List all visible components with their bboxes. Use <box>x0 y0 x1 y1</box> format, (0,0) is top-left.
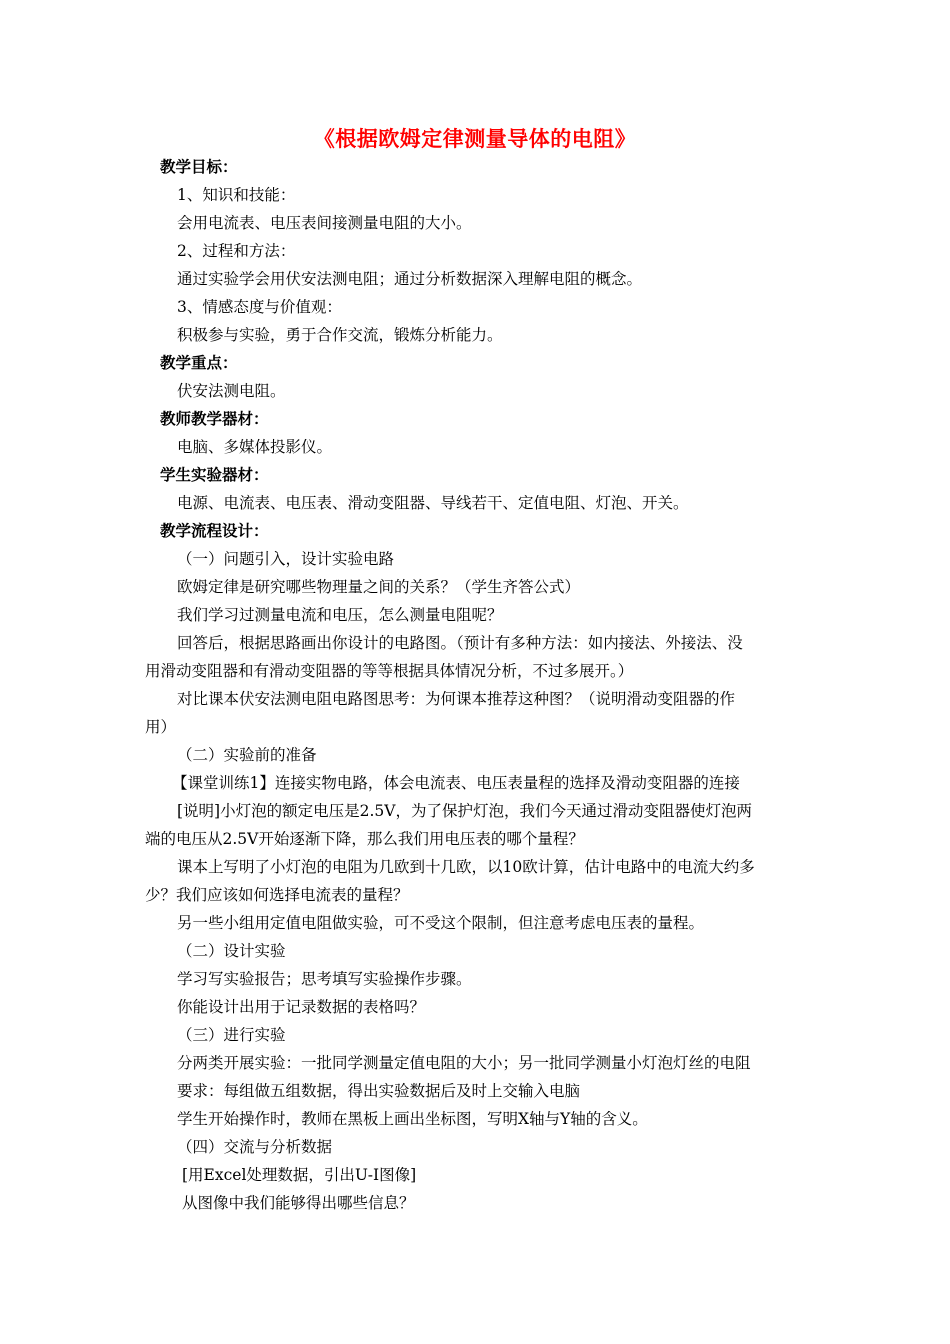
text-line: 3、情感态度与价值观： <box>177 298 342 316</box>
text-line: 课本上写明了小灯泡的电阻为几欧到十几欧，以10欧计算，估计电路中的电流大约多 <box>177 858 755 876</box>
text-line: 电脑、多媒体投影仪。 <box>177 438 333 456</box>
heading-teaching-process: 教学流程设计： <box>160 522 269 540</box>
text-line: [用Excel处理数据，引出U-I图像] <box>182 1166 417 1184</box>
text-line: 通过实验学会用伏安法测电阻；通过分析数据深入理解电阻的概念。 <box>177 270 643 288</box>
text-line: 欧姆定律是研究哪些物理量之间的关系？（学生齐答公式） <box>177 578 581 596</box>
text-line: 另一些小组用定值电阻做实验，可不受这个限制，但注意考虑电压表的量程。 <box>177 914 705 932</box>
document-title: 《根据欧姆定律测量导体的电阻》 <box>313 127 637 151</box>
heading-objectives: 教学目标： <box>160 158 238 176</box>
text-line: 你能设计出用于记录数据的表格吗？ <box>177 998 426 1016</box>
text-line: [说明]小灯泡的额定电压是2.5V，为了保护灯泡，我们今天通过滑动变阻器使灯泡两 <box>177 802 752 820</box>
text-line: 学生开始操作时，教师在黑板上画出坐标图，写明X轴与Y轴的含义。 <box>177 1110 648 1128</box>
section-heading: （一）问题引入，设计实验电路 <box>177 550 395 568</box>
section-heading: （四）交流与分析数据 <box>177 1138 333 1156</box>
text-line: 1、知识和技能： <box>177 186 296 204</box>
text-line: 2、过程和方法： <box>177 242 296 260</box>
text-line: 积极参与实验，勇于合作交流，锻炼分析能力。 <box>177 326 503 344</box>
text-line: 伏安法测电阻。 <box>177 382 286 400</box>
text-line: 学习写实验报告；思考填写实验操作步骤。 <box>177 970 472 988</box>
heading-teacher-equipment: 教师教学器材： <box>160 410 269 428</box>
text-line: 要求：每组做五组数据，得出实验数据后及时上交输入电脑 <box>177 1082 581 1100</box>
text-line: 我们学习过测量电流和电压，怎么测量电阻呢？ <box>177 606 503 624</box>
text-line: 从图像中我们能够得出哪些信息？ <box>182 1194 415 1212</box>
text-line: 电源、电流表、电压表、滑动变阻器、导线若干、定值电阻、灯泡、开关。 <box>177 494 689 512</box>
heading-key-points: 教学重点： <box>160 354 238 372</box>
section-heading: （三）进行实验 <box>177 1026 286 1044</box>
text-line: 【课堂训练1】连接实物电路，体会电流表、电压表量程的选择及滑动变阻器的连接 <box>172 774 740 792</box>
text-line: 少？我们应该如何选择电流表的量程？ <box>145 886 409 904</box>
section-heading: （二）实验前的准备 <box>177 746 317 764</box>
text-line: 会用电流表、电压表间接测量电阻的大小。 <box>177 214 472 232</box>
text-line: 分两类开展实验：一批同学测量定值电阻的大小；另一批同学测量小灯泡灯丝的电阻 <box>177 1054 751 1072</box>
text-line: 端的电压从2.5V开始逐渐下降，那么我们用电压表的哪个量程？ <box>145 830 584 848</box>
heading-student-equipment: 学生实验器材： <box>160 466 269 484</box>
text-line: 回答后，根据思路画出你设计的电路图。（预计有多种方法：如内接法、外接法、没 <box>177 634 743 652</box>
text-line: 用） <box>145 718 177 736</box>
section-heading: （二）设计实验 <box>177 942 286 960</box>
text-line: 用滑动变阻器和有滑动变阻器的等等根据具体情况分析，不过多展开。） <box>145 662 634 680</box>
text-line: 对比课本伏安法测电阻电路图思考：为何课本推荐这种图？（说明滑动变阻器的作 <box>177 690 736 708</box>
